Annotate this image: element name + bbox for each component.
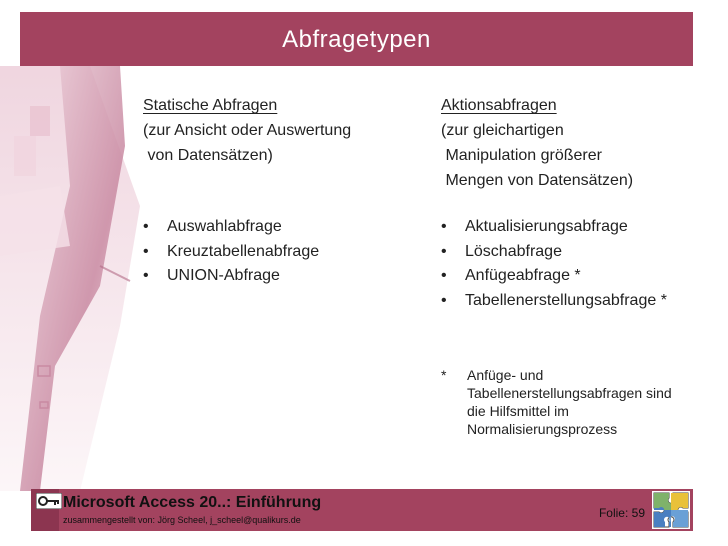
right-heading: Aktionsabfragen [441,97,557,114]
list-item: • Anfügeabfrage * [441,264,667,289]
list-item: • UNION-Abfrage [143,264,319,289]
puzzle-icon [652,491,690,529]
footnote-line: Tabellenerstellungsabfragen sind [467,385,672,401]
list-item: • Aktualisierungsabfrage [441,215,667,240]
footnote-line: Normalisierungsprozess [467,421,618,437]
right-desc-line-3: Mengen von Datensätzen) [441,172,634,189]
list-item: • Kreuztabellenabfrage [143,240,319,265]
left-desc-line-2: von Datensätzen) [143,147,273,164]
left-heading: Statische Abfragen [143,97,278,114]
footnote-text [467,366,672,438]
footnote-line: Anfüge- und [467,367,544,383]
decorative-artwork [0,66,140,491]
right-column [441,93,633,193]
right-desc-line-2: Manipulation größerer [441,147,602,164]
key-icon [36,493,62,509]
left-item-list [143,215,319,289]
footnote-marker: * [441,367,447,383]
right-desc-line-1: (zur gleichartigen [441,122,564,139]
footer-title: Microsoft Access 20..: Einführung [63,494,322,511]
footnote-line: die Hilfsmittel im [467,403,569,419]
left-desc-line-1: (zur Ansicht oder Auswertung [143,122,352,139]
footer-bar [31,489,693,531]
list-item: • Tabellenerstellungsabfrage * [441,289,667,314]
footer-subtitle: zusammengestellt von: Jörg Scheel, j_scheel@qualikurs.de [63,515,301,525]
list-item: • Auswahlabfrage [143,215,319,240]
right-item-list [441,215,667,313]
left-column [143,93,351,168]
title-bar [20,12,693,66]
list-item: • Löschabfrage [441,240,667,265]
slide-title: Abfragetypen [282,26,431,53]
slide-number: Folie: 59 [598,506,645,520]
